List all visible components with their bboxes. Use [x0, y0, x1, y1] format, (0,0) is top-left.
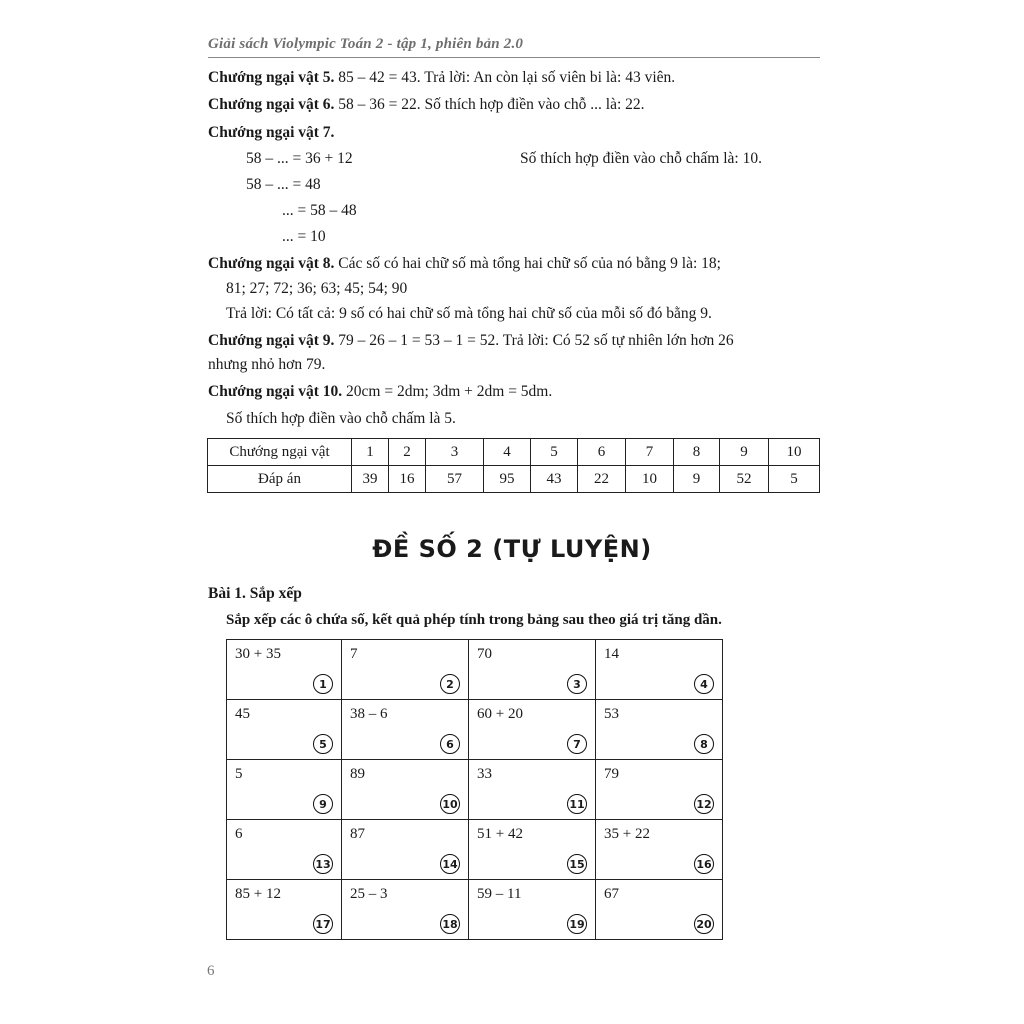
- obstacle-10-label: Chướng ngại vật 10.: [208, 383, 343, 400]
- grid-cell-value: 33: [477, 766, 492, 782]
- grid-cell[interactable]: [596, 700, 723, 760]
- circled-number-icon: 15: [567, 854, 587, 874]
- grid-cell[interactable]: [227, 880, 342, 940]
- grid-cell-value: 38 – 6: [350, 706, 388, 722]
- answer-table-cell: 10: [626, 466, 674, 493]
- grid-cell[interactable]: [596, 880, 723, 940]
- answer-table-cell: 52: [720, 466, 769, 493]
- circled-number-icon: 4: [694, 674, 714, 694]
- grid-cell-value: 25 – 3: [350, 886, 388, 902]
- grid-cell[interactable]: [342, 760, 469, 820]
- answer-table-cell: 16: [389, 466, 426, 493]
- grid-cell[interactable]: [469, 820, 596, 880]
- answer-table-cell: 5: [769, 466, 820, 493]
- answer-table-col: 9: [720, 439, 769, 466]
- answer-table-cell: 39: [352, 466, 389, 493]
- obstacle-7-answer: Số thích hợp điền vào chỗ chấm là: 10.: [520, 150, 762, 167]
- answer-table-col: 1: [352, 439, 389, 466]
- grid-row: [227, 760, 723, 820]
- sorting-grid: [226, 639, 723, 940]
- grid-cell[interactable]: [227, 640, 342, 700]
- answer-table-header-row: [208, 439, 820, 466]
- circled-number-icon: 6: [440, 734, 460, 754]
- circled-number-icon: 5: [313, 734, 333, 754]
- circled-number-icon: 14: [440, 854, 460, 874]
- grid-row: [227, 700, 723, 760]
- answer-table-col: 5: [531, 439, 578, 466]
- grid-cell-value: 79: [604, 766, 619, 782]
- answer-table-col: 8: [674, 439, 720, 466]
- obstacle-7-step: 58 – ... = 48: [246, 176, 321, 193]
- obstacle-9-continuation: nhưng nhỏ hơn 79.: [208, 356, 326, 373]
- grid-cell[interactable]: [469, 640, 596, 700]
- grid-cell-value: 45: [235, 706, 250, 722]
- answer-table-cell: 43: [531, 466, 578, 493]
- obstacle-7-step: ... = 58 – 48: [282, 202, 357, 219]
- grid-cell[interactable]: [469, 880, 596, 940]
- answer-table-answer-row: [208, 466, 820, 493]
- obstacle-8-numbers: 81; 27; 72; 36; 63; 45; 54; 90: [226, 280, 408, 297]
- grid-cell-value: 87: [350, 826, 365, 842]
- obstacle-5-text: 85 – 42 = 43. Trả lời: An còn lại số viên bi là: 43 viên.: [334, 69, 676, 86]
- grid-cell-value: 51 + 42: [477, 826, 523, 842]
- grid-cell[interactable]: [227, 820, 342, 880]
- grid-cell-value: 70: [477, 646, 492, 662]
- running-header: Giải sách Violympic Toán 2 - tập 1, phiên bản 2.0: [208, 36, 524, 52]
- circled-number-icon: 19: [567, 914, 587, 934]
- grid-cell[interactable]: [596, 640, 723, 700]
- answer-table: [207, 438, 820, 493]
- grid-cell-value: 89: [350, 766, 365, 782]
- answer-table-cell: 22: [578, 466, 626, 493]
- grid-cell-value: 14: [604, 646, 619, 662]
- grid-cell[interactable]: [227, 760, 342, 820]
- grid-row: [227, 820, 723, 880]
- answer-table-col: 6: [578, 439, 626, 466]
- answer-table-col: 7: [626, 439, 674, 466]
- obstacle-8-answer: Trả lời: Có tất cả: 9 số có hai chữ số mà tổng hai chữ số của mỗi số đó bằng 9.: [226, 305, 712, 322]
- obstacle-6-label: Chướng ngại vật 6.: [208, 96, 335, 113]
- page-number: 6: [207, 963, 215, 979]
- circled-number-icon: 1: [313, 674, 333, 694]
- answer-table-cell: 57: [426, 466, 484, 493]
- grid-cell-value: 67: [604, 886, 619, 902]
- grid-cell-value: 5: [235, 766, 243, 782]
- header-divider: [208, 57, 820, 58]
- obstacle-5-solution: [208, 68, 675, 88]
- circled-number-icon: 9: [313, 794, 333, 814]
- circled-number-icon: 18: [440, 914, 460, 934]
- answer-table-col: 2: [389, 439, 426, 466]
- grid-cell-value: 85 + 12: [235, 886, 281, 902]
- circled-number-icon: 7: [567, 734, 587, 754]
- grid-row: [227, 640, 723, 700]
- answer-table-row-header: Đáp án: [208, 466, 352, 493]
- bai-1-instruction: Sắp xếp các ô chứa số, kết quả phép tính trong bảng sau theo giá trị tăng dần.: [226, 612, 722, 628]
- grid-cell-value: 7: [350, 646, 358, 662]
- answer-table-row-header: Chướng ngại vật: [208, 439, 352, 466]
- circled-number-icon: 10: [440, 794, 460, 814]
- obstacle-6-solution: [208, 95, 645, 115]
- grid-cell[interactable]: [469, 700, 596, 760]
- obstacle-7-step: 58 – ... = 36 + 12: [246, 150, 353, 167]
- circled-number-icon: 17: [313, 914, 333, 934]
- grid-cell[interactable]: [342, 700, 469, 760]
- answer-table-col: 4: [484, 439, 531, 466]
- grid-cell[interactable]: [596, 760, 723, 820]
- grid-row: [227, 880, 723, 940]
- circled-number-icon: 16: [694, 854, 714, 874]
- obstacle-9-solution: [208, 331, 734, 351]
- circled-number-icon: 12: [694, 794, 714, 814]
- obstacle-10-answer: Số thích hợp điền vào chỗ chấm là 5.: [226, 410, 456, 427]
- grid-cell[interactable]: [227, 700, 342, 760]
- answer-table-cell: 95: [484, 466, 531, 493]
- obstacle-10-solution: [208, 382, 552, 402]
- obstacle-6-text: 58 – 36 = 22. Số thích hợp điền vào chỗ ... là: 22.: [334, 96, 645, 113]
- obstacle-7-step: ... = 10: [282, 228, 326, 245]
- grid-cell-value: 6: [235, 826, 243, 842]
- grid-cell[interactable]: [342, 820, 469, 880]
- answer-table-cell: 9: [674, 466, 720, 493]
- circled-number-icon: 13: [313, 854, 333, 874]
- answer-table-col: 3: [426, 439, 484, 466]
- circled-number-icon: 11: [567, 794, 587, 814]
- obstacle-10-text: 20cm = 2dm; 3dm + 2dm = 5dm.: [342, 383, 553, 400]
- grid-cell[interactable]: [342, 640, 469, 700]
- obstacle-5-label: Chướng ngại vật 5.: [208, 69, 335, 86]
- bai-1-label: Bài 1. Sắp xếp: [208, 585, 302, 602]
- obstacle-9-label: Chướng ngại vật 9.: [208, 332, 335, 349]
- answer-table-col: 10: [769, 439, 820, 466]
- section-title: ĐỀ SỐ 2 (TỰ LUYỆN): [372, 535, 652, 563]
- grid-cell-value: 60 + 20: [477, 706, 523, 722]
- grid-cell[interactable]: [596, 820, 723, 880]
- obstacle-7-label: Chướng ngại vật 7.: [208, 124, 335, 141]
- circled-number-icon: 20: [694, 914, 714, 934]
- circled-number-icon: 2: [440, 674, 460, 694]
- obstacle-9-text: 79 – 26 – 1 = 53 – 1 = 52. Trả lời: Có 52 số tự nhiên lớn hơn 26: [334, 332, 734, 349]
- grid-cell[interactable]: [342, 880, 469, 940]
- grid-cell[interactable]: [469, 760, 596, 820]
- grid-cell-value: 30 + 35: [235, 646, 281, 662]
- grid-cell-value: 53: [604, 706, 619, 722]
- circled-number-icon: 8: [694, 734, 714, 754]
- circled-number-icon: 3: [567, 674, 587, 694]
- obstacle-8-solution: [208, 254, 721, 274]
- obstacle-8-text: Các số có hai chữ số mà tổng hai chữ số của nó bằng 9 là: 18;: [334, 255, 721, 272]
- obstacle-8-label: Chướng ngại vật 8.: [208, 255, 335, 272]
- grid-cell-value: 35 + 22: [604, 826, 650, 842]
- grid-cell-value: 59 – 11: [477, 886, 522, 902]
